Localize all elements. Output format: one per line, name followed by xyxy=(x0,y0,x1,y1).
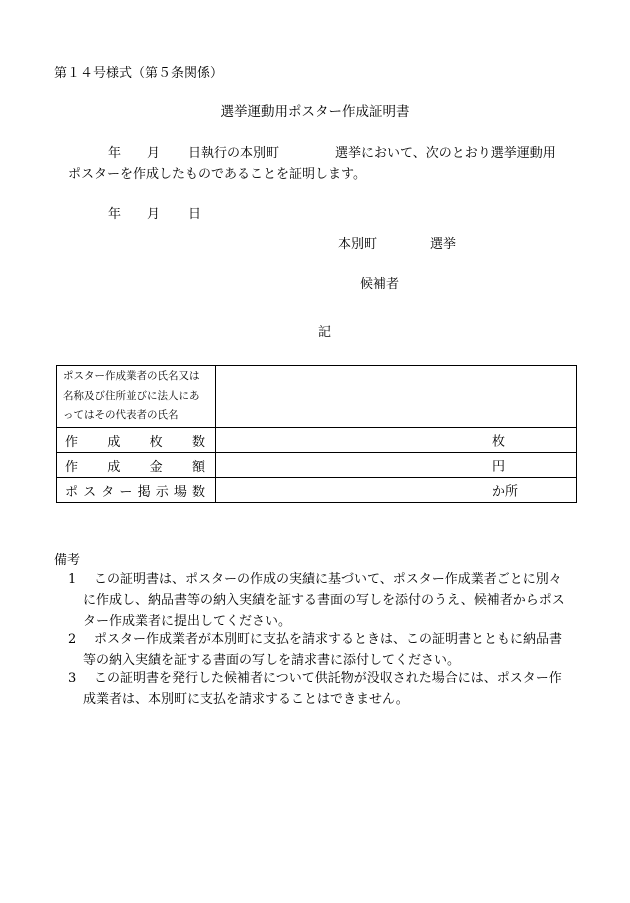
notes-heading: 備考 xyxy=(54,553,81,568)
election-name: 選挙 xyxy=(430,237,457,252)
form-number: 第１４号様式（第５条関係） xyxy=(54,66,224,81)
note-line: ポスター作成業者が本別町に支払を請求するときは、この証明書とともに納品書 xyxy=(94,632,563,647)
note-line: に作成し、納品書等の納入実績を証する書面の写しを添付のうえ、候補者からポス xyxy=(83,593,565,608)
note-line: ター作成業者に提出してください。 xyxy=(83,614,292,629)
places-label: ポ ス タ ー 掲 示 場 数 xyxy=(57,478,216,503)
amount-label: 作 成 金 額 xyxy=(57,453,216,478)
certification-statement-line-2: ポスターを作成したものであることを証明します。 xyxy=(68,167,366,182)
contractor-label-line: 名称及び住所並びに法人にあ xyxy=(63,389,200,402)
statement-month: 月 xyxy=(147,146,161,161)
table-row-contractor xyxy=(57,366,577,428)
amount-value-field[interactable] xyxy=(216,453,577,478)
count-label: 作 成 枚 数 xyxy=(57,428,216,453)
count-unit: 枚 xyxy=(492,434,506,450)
count-value-field[interactable] xyxy=(216,428,577,453)
note-line: この証明書は、ポスターの作成の実績に基づいて、ポスター作成業者ごとに別々 xyxy=(94,572,562,587)
date-year: 年 xyxy=(108,207,122,222)
note-number: 2 xyxy=(68,632,77,647)
ki-label: 記 xyxy=(318,325,332,340)
places-unit: か所 xyxy=(492,484,519,500)
note-item xyxy=(68,629,588,671)
poster-info-table xyxy=(56,365,577,503)
places-value-field[interactable] xyxy=(216,478,577,503)
table-row-amount xyxy=(57,453,577,478)
table-row-places xyxy=(57,478,577,503)
contractor-label xyxy=(57,366,216,428)
document-title: 選挙運動用ポスター作成証明書 xyxy=(220,104,410,120)
note-line: 成業者は、本別町に支払を請求することはできません。 xyxy=(83,692,409,707)
town-name: 本別町 xyxy=(338,237,378,252)
contractor-label-line: ポスター作成業者の氏名又は xyxy=(63,370,200,383)
note-number: 1 xyxy=(68,572,77,587)
statement-year: 年 xyxy=(108,146,122,161)
date-month: 月 xyxy=(147,207,161,222)
contractor-label-line: ってはその代表者の氏名 xyxy=(63,409,179,422)
note-line: この証明書を発行した候補者について供託物が没収された場合には、ポスター作 xyxy=(94,671,562,686)
note-item xyxy=(68,569,588,632)
date-day: 日 xyxy=(188,207,202,222)
candidate-label: 候補者 xyxy=(360,277,400,292)
note-number: 3 xyxy=(68,671,77,686)
statement-day-held: 日執行の本別町 xyxy=(188,146,280,161)
note-line: 等の納入実績を証する書面の写しを請求書に添付してください。 xyxy=(83,653,461,668)
table-row-count xyxy=(57,428,577,453)
contractor-value-field[interactable] xyxy=(216,366,577,428)
amount-unit: 円 xyxy=(492,459,506,475)
statement-election: 選挙において、次のとおり選挙運動用 xyxy=(335,146,556,161)
note-item xyxy=(68,668,588,710)
